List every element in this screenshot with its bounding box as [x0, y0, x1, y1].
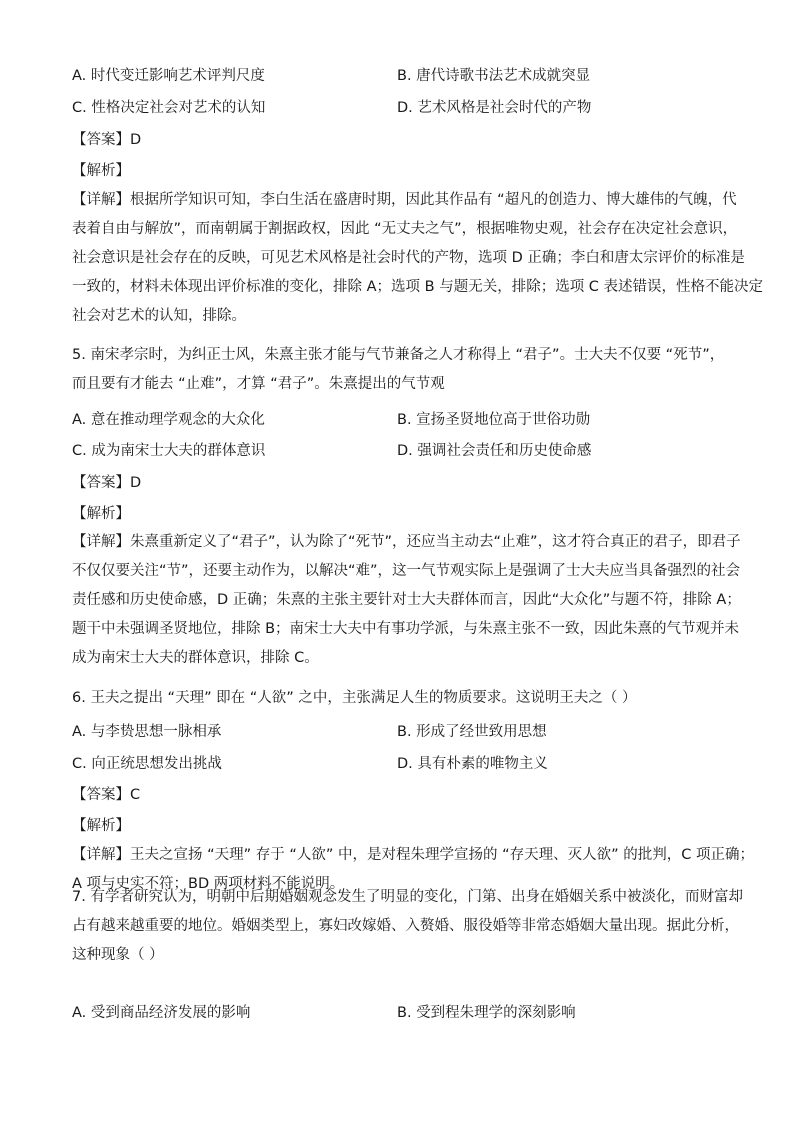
q6-detail-line: 【详解】王夫之宣扬 “天理” 存于 “人欲” 中，是对程朱理学宣扬的 “存天理、灭人欲” 的批判，C 项正确； [72, 847, 754, 863]
q5-detail-line: 责任感和历史使命感，D 正确；朱熹的主张主要针对士大夫群体而言，因此“大众化”与题不符，排除 A； [72, 592, 741, 608]
q4-detail-line: 表着自由与解放”，而南朝属于割据政权，因此 “无丈夫之气”，根据唯物史观，社会存在决定社会意识， [72, 221, 738, 237]
q4-detail-line: 社会对艺术的认知，排除。 [72, 308, 246, 324]
q6-stem-line: 6. 王夫之提出 “天理” 即在 “人欲” 之中，主张满足人生的物质要求。这说明王夫之（ ） [72, 690, 637, 706]
q5-stem-line: 5. 南宋孝宗时，为纠正士风，朱熹主张才能与气节兼备之人才称得上 “君子”。士大夫不仅要 “死节”， [72, 347, 725, 363]
q6-answer: 【答案】C [72, 787, 141, 803]
q5-stem-line: 而且要有才能去 “止难”，才算 “君子”。朱熹提出的气节观 [72, 376, 445, 392]
q6-option-a: A. 与李贽思想一脉相承 [72, 724, 222, 740]
q4-option-d: D. 艺术风格是社会时代的产物 [397, 100, 592, 116]
q5-option-a: A. 意在推动理学观念的大众化 [72, 412, 265, 428]
q5-answer: 【答案】D [72, 475, 142, 491]
q6-option-d: D. 具有朴素的唯物主义 [397, 756, 548, 772]
q4-answer: 【答案】D [72, 132, 142, 148]
q5-option-d: D. 强调社会责任和历史使命感 [397, 443, 592, 459]
q5-detail-line: 成为南宋士大夫的群体意识，排除 C。 [72, 650, 319, 666]
q4-detail-line: 一致的，材料未体现出评价标准的变化，排除 A；选项 B 与题无关，排除；选项 C 表述错误，性格不能决定 [72, 279, 764, 295]
q4-option-a: A. 时代变迁影响艺术评判尺度 [72, 68, 265, 84]
q5-detail-line: 题干中未强调圣贤地位，排除 B；南宋士大夫中有事功学派，与朱熹主张不一致，因此朱熹的气节观并未 [72, 621, 740, 637]
q7-option-a: A. 受到商品经济发展的影响 [72, 1005, 251, 1021]
q5-option-c: C. 成为南宋士大夫的群体意识 [72, 443, 266, 459]
q5-detail-line: 【详解】朱熹重新定义了“君子”，认为除了“死节”，还应当主动去“止难”，这才符合真正的君子，即君子 [72, 534, 741, 550]
q4-option-b: B. 唐代诗歌书法艺术成就突显 [397, 68, 591, 84]
q6-stem [72, 684, 722, 713]
q6-option-c: C. 向正统思想发出挑战 [72, 756, 222, 772]
q4-option-c: C. 性格决定社会对艺术的认知 [72, 100, 266, 116]
q7-stem [72, 883, 743, 970]
q5-stem [72, 341, 725, 399]
q6-analysis-label: 【解析】 [72, 818, 130, 834]
q7-stem-line: 这种现象（ ） [72, 947, 164, 963]
q4-detail-line: 社会意识是社会存在的反映，可见艺术风格是社会时代的产物，选项 D 正确；李白和唐太宗评价的标准是 [72, 250, 745, 266]
q4-analysis-label: 【解析】 [72, 163, 130, 179]
q7-option-b: B. 受到程朱理学的深刻影响 [397, 1005, 576, 1021]
q6-detail-line: A 项与史实不符；BD 两项材料不能说明。 [72, 876, 345, 892]
q4-detail [72, 186, 764, 331]
q6-option-b: B. 形成了经世致用思想 [397, 724, 547, 740]
q5-analysis-label: 【解析】 [72, 506, 130, 522]
q5-option-b: B. 宣扬圣贤地位高于世俗功勋 [397, 412, 591, 428]
q7-stem-line: 7. 有学者研究认为，明朝中后期婚姻观念发生了明显的变化，门第、出身在婚姻关系中被淡化，而财富却 [72, 889, 743, 905]
q7-stem-line: 占有越来越重要的地位。婚姻类型上，寡妇改嫁婚、入赘婚、服役婚等非常态婚姻大量出现。据此分析， [72, 918, 739, 934]
q5-detail-line: 不仅仅要关注“节”，还要主动作为，以解决“难”，这一气节观实际上是强调了士大夫应当具备强烈的社会 [72, 563, 741, 579]
q5-detail [72, 528, 741, 673]
q4-detail-line: 【详解】根据所学知识可知，李白生活在盛唐时期，因此其作品有 “超凡的创造力、博大雄伟的气魄，代 [72, 192, 737, 208]
